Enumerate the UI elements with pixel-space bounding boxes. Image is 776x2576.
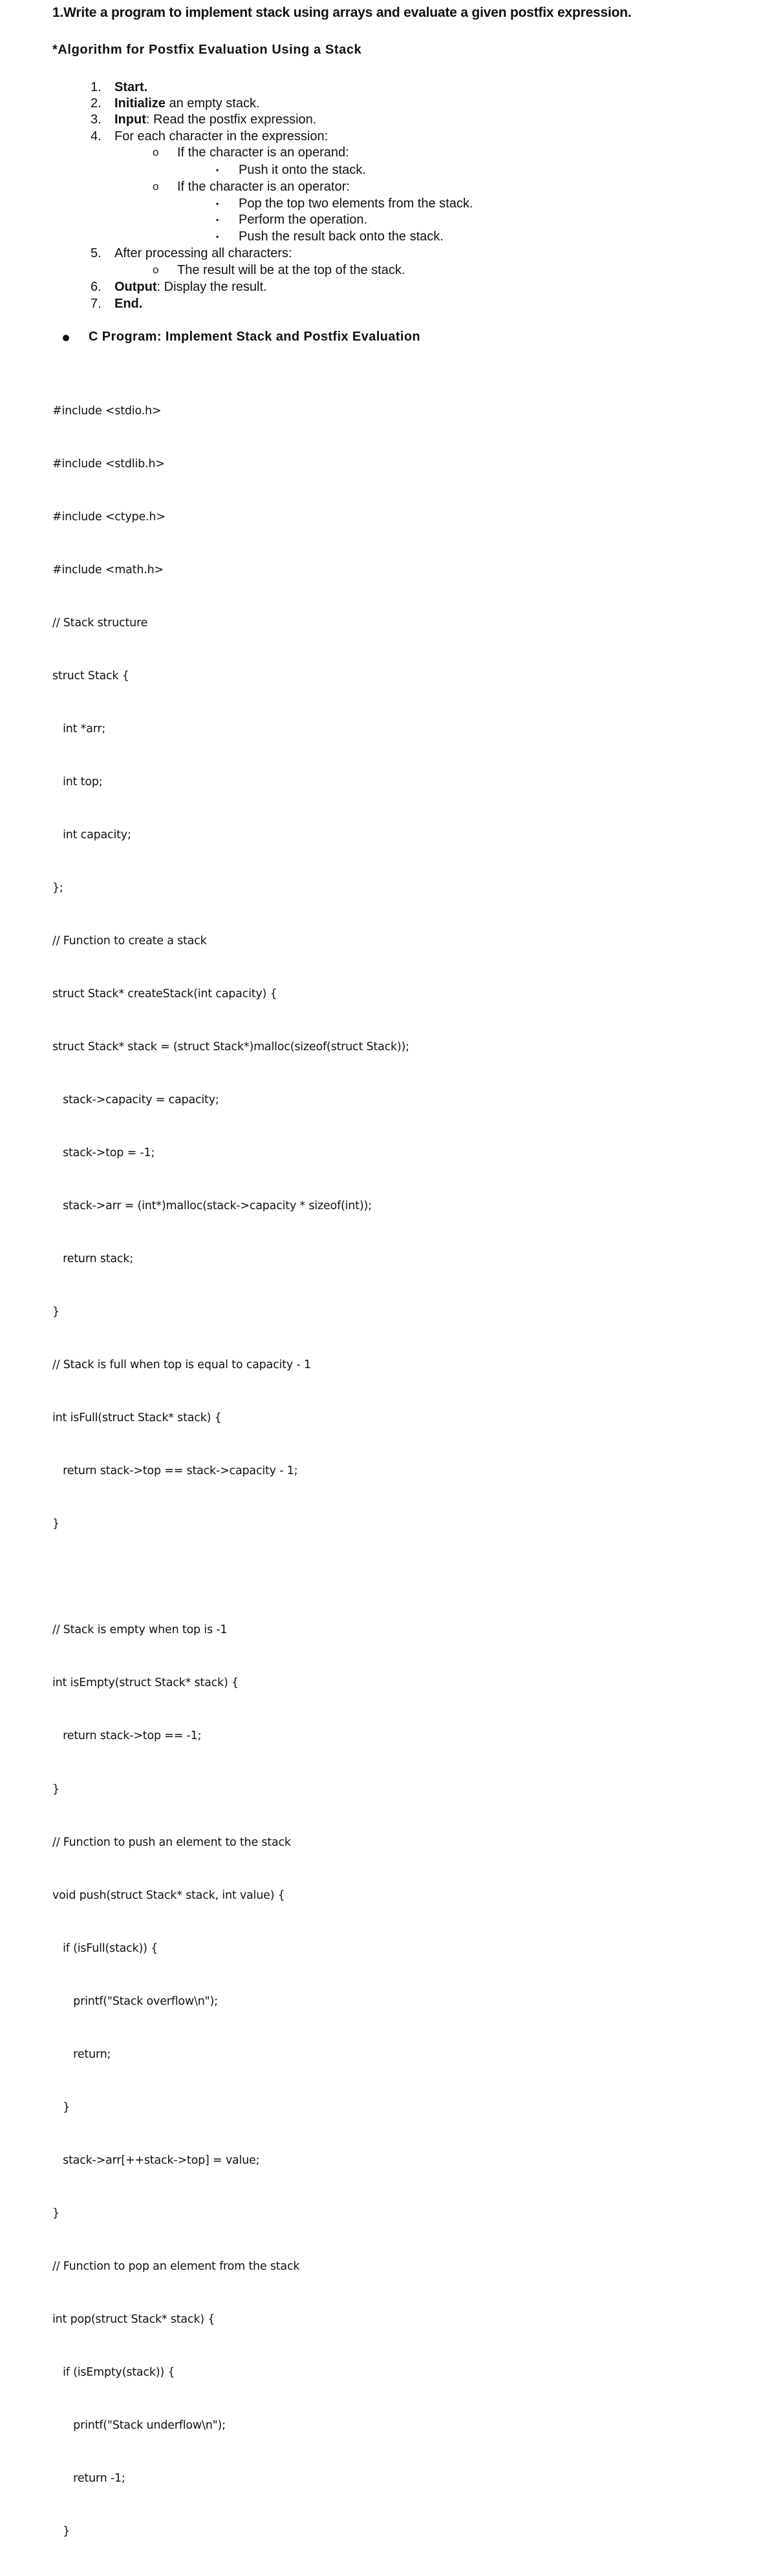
code-line: #include <ctype.h> bbox=[52, 510, 166, 523]
step-number: 1. bbox=[91, 80, 102, 94]
code-line: // Function to create a stack bbox=[52, 934, 207, 947]
code-line bbox=[52, 1568, 409, 1586]
square-bullet-icon: ▪ bbox=[216, 165, 219, 174]
code-line: } bbox=[52, 1305, 59, 1319]
code-line: if (isEmpty(stack)) { bbox=[52, 2365, 175, 2379]
code-line: stack->capacity = capacity; bbox=[52, 1093, 219, 1107]
code-line: // Stack structure bbox=[52, 616, 148, 629]
square-bullet-icon: ▪ bbox=[216, 232, 219, 241]
code-line: return -1; bbox=[52, 2471, 125, 2485]
code-line: } bbox=[52, 2524, 70, 2538]
code-line: // Function to pop an element from the stack bbox=[52, 2259, 300, 2273]
code-line: printf("Stack overflow\n"); bbox=[52, 1994, 218, 2008]
program-heading: C Program: Implement Stack and Postfix Evaluation bbox=[89, 330, 421, 344]
code-line: int pop(struct Stack* stack) { bbox=[52, 2312, 215, 2326]
code-line: // Stack is full when top is equal to capacity - 1 bbox=[52, 1358, 311, 1372]
step-bold: Initialize bbox=[114, 96, 166, 111]
step-bold: Output bbox=[114, 280, 157, 294]
square-bullet-icon: ▪ bbox=[216, 215, 219, 224]
code-line: int isEmpty(struct Stack* stack) { bbox=[52, 1676, 239, 1690]
code-line: stack->arr[++stack->top] = value; bbox=[52, 2153, 260, 2167]
step-number: 7. bbox=[91, 297, 102, 311]
code-line: stack->arr = (int*)malloc(stack->capacity * sizeof(int)); bbox=[52, 1199, 372, 1213]
circle-bullet-icon: o bbox=[153, 264, 159, 276]
code-line: return; bbox=[52, 2047, 111, 2061]
code-line: int *arr; bbox=[52, 722, 106, 735]
step-number: 4. bbox=[91, 129, 102, 143]
square-bullet-icon: ▪ bbox=[216, 199, 219, 208]
code-line: } bbox=[52, 1517, 59, 1531]
code-line: if (isFull(stack)) { bbox=[52, 1941, 158, 1955]
code-line: struct Stack* stack = (struct Stack*)malloc(sizeof(struct Stack)); bbox=[52, 1040, 409, 1054]
circle-bullet-icon: o bbox=[153, 146, 159, 158]
code-line: int top; bbox=[52, 775, 103, 788]
code-line: #include <math.h> bbox=[52, 563, 164, 576]
step-number: 5. bbox=[91, 246, 102, 260]
step-bold: Start. bbox=[114, 80, 148, 94]
code-line: } bbox=[52, 1782, 59, 1796]
code-line: #include <stdio.h> bbox=[52, 404, 162, 417]
algorithm-heading: *Algorithm for Postfix Evaluation Using a Stack bbox=[52, 43, 362, 57]
page-title: 1.Write a program to implement stack using arrays and evaluate a given postfix expression. bbox=[52, 5, 632, 20]
code-block bbox=[52, 367, 409, 2576]
code-line: int capacity; bbox=[52, 828, 131, 841]
code-line: int isFull(struct Stack* stack) { bbox=[52, 1411, 222, 1425]
step-number: 3. bbox=[91, 112, 102, 127]
code-line: } bbox=[52, 2206, 59, 2220]
code-line: return stack->top == stack->capacity - 1; bbox=[52, 1464, 298, 1478]
code-line: // Function to push an element to the stack bbox=[52, 1835, 291, 1849]
step-bold: End. bbox=[114, 297, 143, 311]
code-line: }; bbox=[52, 881, 63, 894]
code-line: printf("Stack underflow\n"); bbox=[52, 2418, 226, 2432]
code-line: stack->top = -1; bbox=[52, 1146, 155, 1160]
code-line: struct Stack { bbox=[52, 669, 129, 682]
code-line: // Stack is empty when top is -1 bbox=[52, 1623, 228, 1637]
circle-bullet-icon: o bbox=[153, 180, 159, 193]
code-line: void push(struct Stack* stack, int value) { bbox=[52, 1888, 285, 1902]
step-number: 6. bbox=[91, 280, 102, 294]
step-bold: Input bbox=[114, 112, 146, 127]
code-line: #include <stdlib.h> bbox=[52, 457, 165, 470]
bullet-dot-icon bbox=[63, 335, 69, 341]
code-line: struct Stack* createStack(int capacity) { bbox=[52, 987, 277, 1001]
document-page: 1.Write a program to implement stack using arrays and evaluate a given postfix expression. *Algorithm for Postfix Evaluation Using a Stack 1. Start. 2. Initialize an empty stack. 3. Input: Read the postfix expression. 4. For each character in the expression: o If the character is an operand: ▪ Push it onto the stack. o If the character is an operator: ▪ Pop the top two elements from the stack. ▪ Perform the operation. ▪ Push the result back onto the stack. 5. After processing all characters: o The result will be at the top of the stack. 6. Output: Display the result. 7. End. C Program: Implement Stack and Postfix Evaluation #include <stdio.h> #include <stdlib.h> #include <ctype.h> #include <math.h> // Stack structure struct Stack { int *arr; int top; int capacity; }; // Function to create a stack struct Stack* createStack(int capacity) { struct Stack* stack = (struct Stack*)malloc(sizeof(struct Stack)); stack->capacity = capacity; stack->top = -1; stack->arr = (int*)malloc(stack->capacity * sizeof(int)); return stack; } // Stack is full when top is equal to capacity - 1 int isFull(struct Stack* stack) { return stack->top == stack->capacity - 1; } // Stack is empty when top is -1 int isEmpty(struct Stack* stack) { return stack->top == -1; } // Function to push an element to the stack void push(struct Stack* stack, int value) { if (isFull(stack)) { printf("Stack overflow\n"); return; } stack->arr[++stack->top] = value; } // Function to pop an element from the stack int pop(struct Stack* stack) { if (isEmpty(stack)) { printf("Stack underflow\n"); return -1; } bbox=[0, 0, 776, 1096]
code-line: return stack->top == -1; bbox=[52, 1729, 202, 1743]
step-number: 2. bbox=[91, 96, 102, 111]
code-line: } bbox=[52, 2100, 70, 2114]
code-line: return stack; bbox=[52, 1252, 133, 1266]
